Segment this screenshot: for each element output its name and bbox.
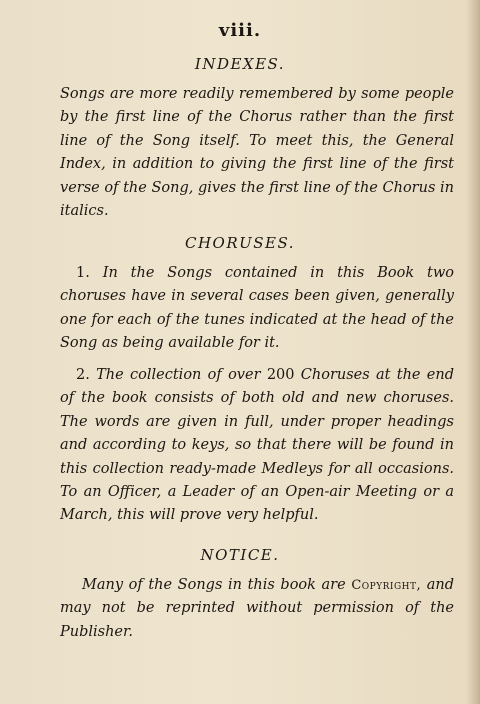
indexes-heading: INDEXES. (194, 55, 286, 73)
page-edge-shadow (466, 0, 480, 704)
page-number: viii. (218, 20, 262, 41)
copyright-word: Copyright, (351, 578, 422, 593)
notice-paragraph (60, 574, 454, 644)
indexes-paragraph: Songs are more readily remembered by some people by the first line of the Chorus rather than the first line of the Song itself. To meet this, the General Index, in addition to giving the first line of the first verse of the Song, gives the first line of the Chorus in italics. (60, 86, 454, 220)
choruses-heading: CHORUSES. (184, 234, 296, 252)
paragraph-number-1: 1. (76, 265, 90, 281)
paragraph-number-2: 2. (76, 367, 90, 383)
choruses-paragraph-2 (60, 364, 454, 528)
notice-text-after: and may not be reprinted without permission of the Publisher. (60, 577, 455, 640)
chorus-count: 200 (266, 367, 295, 383)
choruses-paragraph-2-text-after: Choruses at the end of the book consists of both old and new choruses. The words are given in full, under proper headings and according to keys, so that there will be found in this collection ready-made Medleys for all occasions. To an Officer, a Leader of an Open-air Meeting or a March, this will prove very helpful. (60, 367, 454, 524)
choruses-paragraph-1-text: In the Songs contained in this Book two choruses have in several cases been given, generally one for each of the tunes indicated at the head of the Song as being available for it. (60, 265, 454, 352)
choruses-paragraph-1 (60, 262, 454, 356)
notice-heading: NOTICE. (200, 546, 280, 564)
notice-text-before: Many of the Songs in this book are (82, 577, 346, 593)
choruses-paragraph-2-text-before: The collection of over (96, 367, 261, 383)
